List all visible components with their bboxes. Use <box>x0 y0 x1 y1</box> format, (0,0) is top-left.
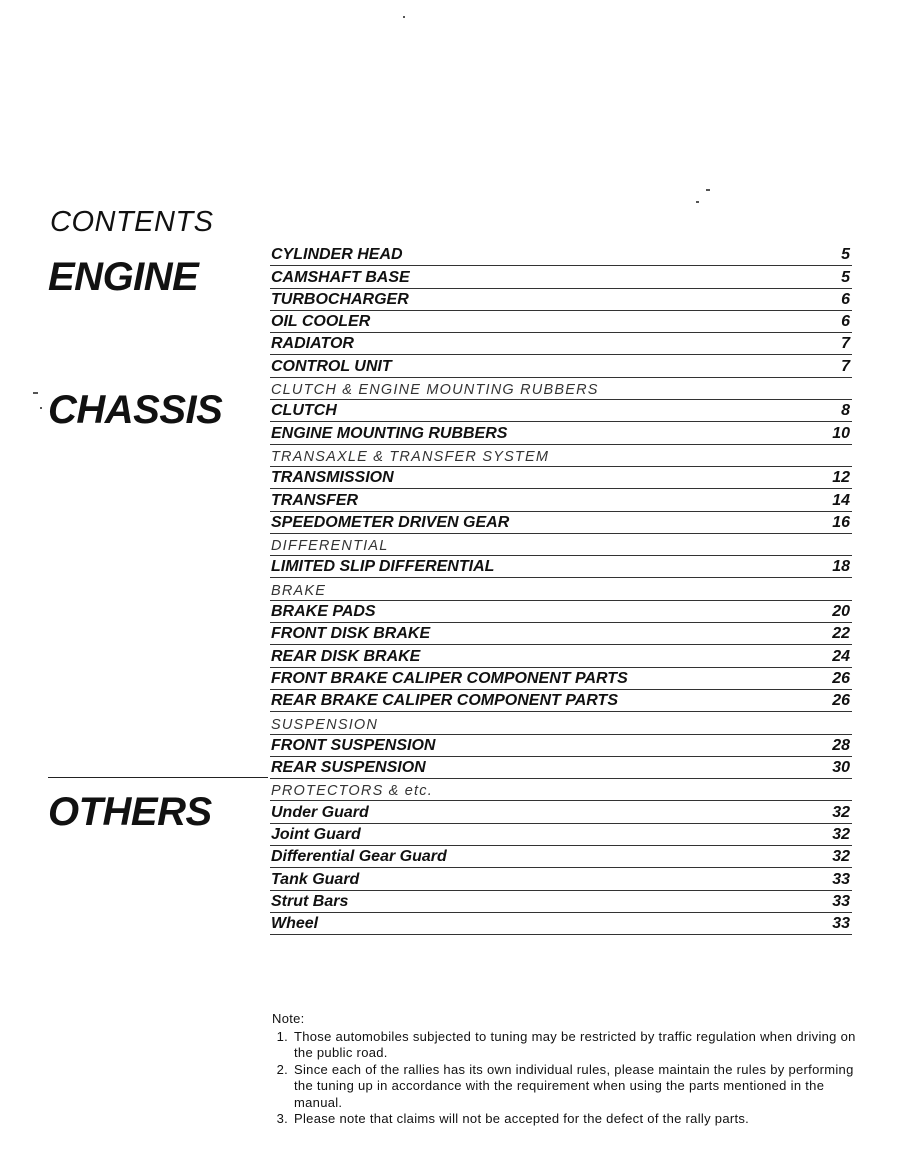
toc-label: CYLINDER HEAD <box>271 246 403 264</box>
toc-row <box>270 846 852 868</box>
toc-row <box>270 645 852 667</box>
toc-page-number: 26 <box>832 692 850 710</box>
toc-page-number: 22 <box>832 625 850 643</box>
toc-page-number: 5 <box>841 246 850 264</box>
toc-group-heading <box>270 712 852 734</box>
toc-group-heading <box>270 445 852 467</box>
toc-row <box>270 289 852 311</box>
toc-page-number: 32 <box>832 826 850 844</box>
toc-label: OIL COOLER <box>271 313 371 331</box>
toc-group-heading <box>270 779 852 801</box>
toc-page-number: 6 <box>841 290 850 308</box>
toc-row <box>270 400 852 422</box>
toc-row <box>270 266 852 288</box>
toc-row <box>270 467 852 489</box>
section-title-chassis: CHASSIS <box>48 388 223 432</box>
note-item: 2. Since each of the rallies has its own individual rules, please maintain the rules by performing the tuning up in accordance with the requirement when using the parts mentioned in the manual. <box>292 1062 862 1112</box>
toc-label: Joint Guard <box>271 826 361 844</box>
toc-label: TRANSFER <box>271 491 359 509</box>
note-item: 1. Those automobiles subjected to tuning may be restricted by traffic regulation when driving on the public road. <box>292 1029 862 1062</box>
scan-speck <box>696 201 699 203</box>
toc-page-number: 7 <box>841 335 850 353</box>
toc-page-number: 26 <box>832 669 850 687</box>
scan-speck <box>40 407 42 409</box>
toc-group-heading <box>270 578 852 600</box>
toc-label: FRONT DISK BRAKE <box>271 625 431 643</box>
toc-label: LIMITED SLIP DIFFERENTIAL <box>271 558 495 576</box>
toc-row <box>270 601 852 623</box>
toc-label: TURBOCHARGER <box>271 290 409 308</box>
toc-row <box>270 512 852 534</box>
toc-page-number: 30 <box>832 759 850 777</box>
toc-label: FRONT BRAKE CALIPER COMPONENT PARTS <box>271 669 628 687</box>
toc-page-number: 16 <box>832 513 850 531</box>
toc-row <box>270 355 852 377</box>
toc-label: TRANSAXLE & TRANSFER SYSTEM <box>271 448 550 465</box>
toc-label: ENGINE MOUNTING RUBBERS <box>271 424 508 442</box>
toc-page-number: 33 <box>832 892 850 910</box>
toc-row <box>270 913 852 935</box>
toc-label: REAR BRAKE CALIPER COMPONENT PARTS <box>271 692 618 710</box>
toc-row <box>270 556 852 578</box>
toc-page-number: 33 <box>832 915 850 933</box>
scan-speck <box>33 392 38 394</box>
toc-label: REAR DISK BRAKE <box>271 647 421 665</box>
toc-page-number: 18 <box>832 558 850 576</box>
note-item: 3. Please note that claims will not be accepted for the defect of the rally parts. <box>292 1111 862 1128</box>
toc-row <box>270 891 852 913</box>
toc-label: SUSPENSION <box>271 716 379 733</box>
toc-row <box>270 801 852 823</box>
toc-page-number: 20 <box>832 603 850 621</box>
toc-label: Under Guard <box>271 803 369 821</box>
toc-page-number: 32 <box>832 848 850 866</box>
toc-label: SPEEDOMETER DRIVEN GEAR <box>271 513 510 531</box>
toc-page-number: 33 <box>832 870 850 888</box>
toc-row <box>270 422 852 444</box>
toc-page-number: 32 <box>832 803 850 821</box>
toc-label: CLUTCH & ENGINE MOUNTING RUBBERS <box>271 382 599 399</box>
notes-block <box>272 1011 862 1128</box>
toc-label: PROTECTORS & etc. <box>271 783 433 800</box>
toc-row <box>270 824 852 846</box>
toc-row <box>270 311 852 333</box>
scan-speck <box>403 16 405 18</box>
toc-label: CLUTCH <box>271 402 337 420</box>
section-divider <box>48 777 268 778</box>
toc-label: CONTROL UNIT <box>271 357 392 375</box>
toc-label: Strut Bars <box>271 892 349 910</box>
toc-row <box>270 868 852 890</box>
toc-label: BRAKE PADS <box>271 603 376 621</box>
toc-label: Tank Guard <box>271 870 360 888</box>
toc-page-number: 12 <box>832 469 850 487</box>
scan-speck <box>706 189 710 191</box>
toc-row <box>270 333 852 355</box>
toc-label: Wheel <box>271 915 319 933</box>
section-title-engine: ENGINE <box>48 255 199 299</box>
section-title-others: OTHERS <box>48 790 212 834</box>
toc-page-number: 10 <box>832 424 850 442</box>
toc-page-number: 14 <box>832 491 850 509</box>
notes-list <box>272 1029 862 1128</box>
toc-row <box>270 668 852 690</box>
page-title: CONTENTS <box>50 206 214 238</box>
toc-page-number: 6 <box>841 313 850 331</box>
toc-page-number: 7 <box>841 357 850 375</box>
toc-label: TRANSMISSION <box>271 469 394 487</box>
toc-page-number: 28 <box>832 736 850 754</box>
toc-row <box>270 623 852 645</box>
toc-row <box>270 735 852 757</box>
toc-label: BRAKE <box>271 582 327 599</box>
toc-row <box>270 489 852 511</box>
toc-page-number: 24 <box>832 647 850 665</box>
toc-row <box>270 690 852 712</box>
toc-label: RADIATOR <box>271 335 354 353</box>
toc-page-number: 5 <box>841 268 850 286</box>
notes-heading: Note: <box>272 1011 305 1026</box>
toc-label: DIFFERENTIAL <box>271 538 389 555</box>
toc-label: Differential Gear Guard <box>271 848 447 866</box>
toc-label: CAMSHAFT BASE <box>271 268 410 286</box>
toc-label: FRONT SUSPENSION <box>271 736 436 754</box>
toc-page-number: 8 <box>841 402 850 420</box>
toc-group-heading <box>270 378 852 400</box>
toc-row <box>270 244 852 266</box>
table-of-contents <box>270 244 852 935</box>
toc-group-heading <box>270 534 852 556</box>
toc-row <box>270 757 852 779</box>
toc-label: REAR SUSPENSION <box>271 759 426 777</box>
